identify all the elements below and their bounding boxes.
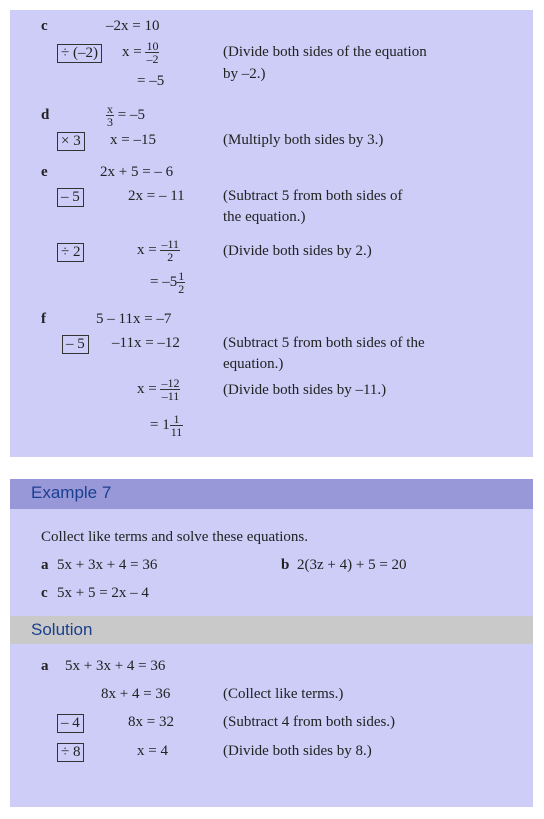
lhs: x = <box>137 241 157 258</box>
operation-box: ÷ 8 <box>57 743 84 762</box>
part-f-note1a: (Subtract 5 from both sides of the <box>223 335 425 351</box>
numerator: x <box>107 102 113 116</box>
example-intro: Collect like terms and solve these equations. <box>41 529 309 545</box>
part-e-line1: 2x + 5 = – 6 <box>100 164 174 180</box>
example-c-equation: 5x + 5 = 2x – 4 <box>57 585 149 601</box>
part-f-line4 <box>150 413 183 438</box>
part-e-line2: 2x = – 11 <box>128 188 185 204</box>
part-f-operation-box <box>62 335 89 354</box>
part-e-line3 <box>137 238 180 263</box>
part-d-operation-box <box>57 132 85 151</box>
fraction <box>160 238 180 263</box>
numerator: 1 <box>178 269 185 283</box>
part-c-line1: –2x = 10 <box>106 18 160 34</box>
solution-note3: (Subtract 4 from both sides.) <box>223 714 396 730</box>
example-a-label: a <box>41 557 49 573</box>
numerator: –12 <box>161 376 180 390</box>
operation-box: × 3 <box>57 132 85 151</box>
part-e-operation-box-1 <box>57 188 84 207</box>
part-e-note1b: the equation.) <box>223 209 306 225</box>
whole-part: = –5 <box>150 273 178 290</box>
solution-operation-box-1 <box>57 714 84 733</box>
solution-note4: (Divide both sides by 8.) <box>223 743 372 759</box>
fraction <box>106 103 114 128</box>
part-d-line1 <box>106 103 145 128</box>
part-c-line2 <box>122 40 159 65</box>
numerator: –11 <box>161 237 180 251</box>
example-b-label: b <box>281 557 290 573</box>
part-e-label: e <box>41 164 48 180</box>
part-f-line1: 5 – 11x = –7 <box>96 311 172 327</box>
part-c-line3: = –5 <box>137 73 165 89</box>
solution-line1: 5x + 3x + 4 = 36 <box>65 658 166 674</box>
part-f-note1b: equation.) <box>223 356 284 372</box>
example-b-equation: 2(3z + 4) + 5 = 20 <box>297 557 407 573</box>
denominator: –11 <box>161 389 180 403</box>
solution-a-label: a <box>41 658 49 674</box>
operation-box: – 5 <box>57 188 84 207</box>
part-d-line2: x = –15 <box>110 132 156 148</box>
part-f-note2: (Divide both sides by –11.) <box>223 382 387 398</box>
denominator: 2 <box>167 250 174 264</box>
part-d-label: d <box>41 107 50 123</box>
operation-box: ÷ 2 <box>57 243 84 262</box>
part-c-operation-box <box>57 44 102 63</box>
part-f-label: f <box>41 311 46 327</box>
solution-line3: 8x = 32 <box>128 714 174 730</box>
part-e-note2: (Divide both sides by 2.) <box>223 243 372 259</box>
fraction <box>160 377 180 402</box>
example-a-equation: 5x + 3x + 4 = 36 <box>57 557 158 573</box>
example-c-label: c <box>41 585 48 601</box>
example-title: Example 7 <box>31 483 112 502</box>
operation-box: ÷ (–2) <box>57 44 102 63</box>
operation-box: – 5 <box>62 335 89 354</box>
denominator: –2 <box>146 52 159 66</box>
part-f-line2: –11x = –12 <box>112 335 180 351</box>
fraction <box>170 413 184 438</box>
part-c-note1: (Divide both sides of the equation <box>223 44 427 60</box>
part-c-label: c <box>41 18 48 34</box>
part-f-line3 <box>137 377 180 402</box>
rhs: = –5 <box>117 106 145 123</box>
solution-operation-box-2 <box>57 743 84 762</box>
whole-part: = 1 <box>150 416 170 433</box>
part-d-note: (Multiply both sides by 3.) <box>223 132 384 148</box>
solution-note2: (Collect like terms.) <box>223 686 344 702</box>
solution-line4: x = 4 <box>137 743 168 759</box>
numerator: 10 <box>146 39 159 53</box>
lhs: x = <box>137 380 157 397</box>
solution-title: Solution <box>31 620 93 639</box>
fraction <box>177 270 185 295</box>
part-e-operation-box-2 <box>57 243 84 262</box>
numerator: 1 <box>170 413 184 426</box>
part-e-note1a: (Subtract 5 from both sides of <box>223 188 403 204</box>
lhs: x = <box>122 43 142 60</box>
denominator: 3 <box>107 115 113 129</box>
fraction <box>145 40 159 65</box>
denominator: 2 <box>178 282 185 296</box>
denominator: 11 <box>170 425 183 439</box>
solution-line2: 8x + 4 = 36 <box>101 686 171 702</box>
operation-box: – 4 <box>57 714 84 733</box>
part-e-line4 <box>150 270 185 295</box>
part-c-note2: by –2.) <box>223 66 266 82</box>
